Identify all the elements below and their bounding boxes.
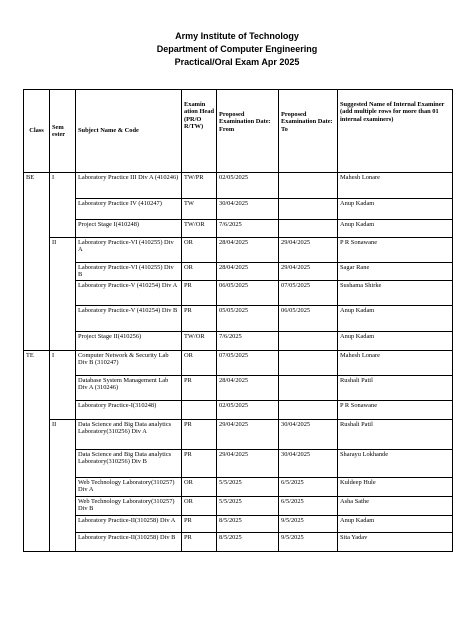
- table-row: [24, 420, 453, 450]
- row-examiner-cell: Anup Kadam: [338, 306, 453, 332]
- exam-title: Practical/Oral Exam Apr 2025: [174, 57, 300, 67]
- table-row: [24, 497, 453, 516]
- row-date-from-cell: 28/04/2025: [217, 263, 279, 281]
- row-date-to-cell: 6/5/2025: [279, 497, 338, 516]
- row-class-cell: [24, 263, 50, 281]
- row-examiner-cell: Sagar Rane: [338, 263, 453, 281]
- row-examiner-cell: Rushali Patil: [338, 376, 453, 401]
- row-class-cell: [24, 306, 50, 332]
- row-class-cell: [24, 281, 50, 306]
- row-subject-cell: Data Science and Big Data analytics Laboratory(310256) Div B: [76, 450, 182, 478]
- row-examiner-cell: Anup Kadam: [338, 516, 453, 533]
- col-header-date-from: Proposed Examination Date: From: [217, 90, 279, 173]
- row-exam-head-cell: [182, 401, 217, 420]
- row-exam-head-cell: PR: [182, 420, 217, 450]
- row-semester-cell: [50, 263, 76, 281]
- institute-title: Army Institute of Technology: [175, 31, 299, 41]
- row-date-from-cell: 7/6/2025: [217, 220, 279, 238]
- row-exam-head-cell: TW/OR: [182, 220, 217, 238]
- table-row: [24, 238, 453, 263]
- row-date-to-cell: [279, 173, 338, 199]
- row-examiner-cell: Rushali Patil: [338, 420, 453, 450]
- row-exam-head-cell: OR: [182, 497, 217, 516]
- row-date-to-cell: 9/5/2025: [279, 533, 338, 552]
- row-examiner-cell: Sushama Shirke: [338, 281, 453, 306]
- row-semester-cell: [50, 281, 76, 306]
- row-date-to-cell: [279, 351, 338, 376]
- row-subject-cell: Laboratory Practice-I(310248): [76, 401, 182, 420]
- row-examiner-cell: P R Sonawane: [338, 238, 453, 263]
- row-semester-cell: [50, 332, 76, 351]
- row-class-cell: [24, 450, 50, 478]
- row-exam-head-cell: PR: [182, 450, 217, 478]
- row-date-from-cell: 8/5/2025: [217, 516, 279, 533]
- row-date-from-cell: 5/5/2025: [217, 478, 279, 497]
- row-class-cell: [24, 332, 50, 351]
- row-exam-head-cell: PR: [182, 533, 217, 552]
- col-header-class: Class: [24, 90, 50, 173]
- table-row: [24, 263, 453, 281]
- row-exam-head-cell: OR: [182, 263, 217, 281]
- row-subject-cell: Laboratory Practice-V (410254) Div A: [76, 281, 182, 306]
- row-examiner-cell: Mahesh Lonare: [338, 173, 453, 199]
- row-class-cell: [24, 533, 50, 552]
- table-row: [24, 220, 453, 238]
- row-date-to-cell: 30/04/2025: [279, 450, 338, 478]
- row-examiner-cell: P R Sonawane: [338, 401, 453, 420]
- row-subject-cell: Project Stage I(410248): [76, 220, 182, 238]
- row-subject-cell: Computer Network & Security Lab Div B (310247): [76, 351, 182, 376]
- row-date-to-cell: [279, 332, 338, 351]
- row-subject-cell: Laboratory Practice-II(310258) Div B: [76, 533, 182, 552]
- table-row: [24, 332, 453, 351]
- row-exam-head-cell: PR: [182, 306, 217, 332]
- row-date-to-cell: 29/04/2025: [279, 263, 338, 281]
- row-exam-head-cell: TW/PR: [182, 173, 217, 199]
- row-class-cell: [24, 238, 50, 263]
- row-examiner-cell: Sharayu Lokhande: [338, 450, 453, 478]
- row-class-cell: [24, 497, 50, 516]
- row-date-from-cell: 5/5/2025: [217, 497, 279, 516]
- row-exam-head-cell: PR: [182, 376, 217, 401]
- department-title: Department of Computer Engineering: [156, 44, 318, 54]
- row-date-from-cell: 02/05/2025: [217, 401, 279, 420]
- row-exam-head-cell: TW/OR: [182, 332, 217, 351]
- exam-schedule-table: [23, 89, 453, 552]
- row-date-from-cell: 05/05/2025: [217, 306, 279, 332]
- row-examiner-cell: Asha Sathe: [338, 497, 453, 516]
- row-date-from-cell: 28/04/2025: [217, 238, 279, 263]
- row-examiner-cell: Anup Kadam: [338, 220, 453, 238]
- row-subject-cell: Web Technology Laboratory(310257) Div A: [76, 478, 182, 497]
- row-class-cell: [24, 478, 50, 497]
- row-exam-head-cell: OR: [182, 238, 217, 263]
- row-class-cell: TE: [24, 351, 50, 376]
- table-row: [24, 351, 453, 376]
- row-date-from-cell: 29/04/2025: [217, 420, 279, 450]
- table-row: [24, 281, 453, 306]
- table-row: [24, 516, 453, 533]
- row-exam-head-cell: OR: [182, 478, 217, 497]
- row-semester-cell: [50, 497, 76, 516]
- row-class-cell: BE: [24, 173, 50, 199]
- row-semester-cell: [50, 450, 76, 478]
- row-semester-cell: II: [50, 238, 76, 263]
- table-row: [24, 450, 453, 478]
- row-examiner-cell: Mahesh Lonare: [338, 351, 453, 376]
- table-row: [24, 173, 453, 199]
- row-semester-cell: [50, 220, 76, 238]
- table-row: [24, 401, 453, 420]
- table-row: [24, 306, 453, 332]
- row-exam-head-cell: PR: [182, 281, 217, 306]
- row-date-from-cell: 30/04/2025: [217, 199, 279, 220]
- row-subject-cell: Laboratory Practice-II(310258) Div A: [76, 516, 182, 533]
- table-row: [24, 533, 453, 552]
- row-date-from-cell: 7/6/2025: [217, 332, 279, 351]
- row-examiner-cell: Kuldeep Hule: [338, 478, 453, 497]
- table-row: [24, 478, 453, 497]
- row-date-to-cell: 9/5/2025: [279, 516, 338, 533]
- table-row: [24, 199, 453, 220]
- row-subject-cell: Data Science and Big Data analytics Laboratory(310256) Div A: [76, 420, 182, 450]
- row-semester-cell: I: [50, 173, 76, 199]
- row-subject-cell: Laboratory Practice-VI (410255) Div B: [76, 263, 182, 281]
- row-semester-cell: [50, 199, 76, 220]
- row-date-to-cell: [279, 220, 338, 238]
- row-examiner-cell: Anup Kadam: [338, 199, 453, 220]
- row-exam-head-cell: PR: [182, 516, 217, 533]
- row-date-from-cell: 8/5/2025: [217, 533, 279, 552]
- row-semester-cell: II: [50, 420, 76, 450]
- row-class-cell: [24, 420, 50, 450]
- table-header-row: [24, 90, 453, 173]
- row-subject-cell: Laboratory Practice-V (410254) Div B: [76, 306, 182, 332]
- row-examiner-cell: Anup Kadam: [338, 332, 453, 351]
- row-date-from-cell: 02/05/2025: [217, 173, 279, 199]
- row-class-cell: [24, 376, 50, 401]
- row-exam-head-cell: OR: [182, 351, 217, 376]
- row-examiner-cell: Sita Yadav: [338, 533, 453, 552]
- row-subject-cell: Laboratory Practice III Div A (410246): [76, 173, 182, 199]
- row-semester-cell: [50, 478, 76, 497]
- row-subject-cell: Web Technology Laboratory(310257) Div B: [76, 497, 182, 516]
- row-date-to-cell: 06/05/2025: [279, 306, 338, 332]
- row-exam-head-cell: TW: [182, 199, 217, 220]
- row-date-to-cell: [279, 199, 338, 220]
- row-subject-cell: Laboratory Practice-VI (410255) Div A: [76, 238, 182, 263]
- row-class-cell: [24, 401, 50, 420]
- row-date-to-cell: [279, 376, 338, 401]
- row-semester-cell: I: [50, 351, 76, 376]
- row-semester-cell: [50, 401, 76, 420]
- row-date-to-cell: 29/04/2025: [279, 238, 338, 263]
- row-date-from-cell: 07/05/2025: [217, 351, 279, 376]
- row-subject-cell: Laboratory Practice IV (410247): [76, 199, 182, 220]
- row-date-from-cell: 29/04/2025: [217, 450, 279, 478]
- row-semester-cell: [50, 533, 76, 552]
- row-semester-cell: [50, 306, 76, 332]
- col-header-date-to: Proposed Examination Date: To: [279, 90, 338, 173]
- row-class-cell: [24, 516, 50, 533]
- row-semester-cell: [50, 516, 76, 533]
- col-header-semester: Sem ester: [50, 90, 76, 173]
- col-header-subject: Subject Name & Code: [76, 90, 182, 173]
- row-date-from-cell: 28/04/2025: [217, 376, 279, 401]
- row-date-to-cell: 07/05/2025: [279, 281, 338, 306]
- row-semester-cell: [50, 376, 76, 401]
- row-class-cell: [24, 199, 50, 220]
- row-subject-cell: Project Stage II(410256): [76, 332, 182, 351]
- row-subject-cell: Database System Management Lab Div A (310246): [76, 376, 182, 401]
- row-date-to-cell: 30/04/2025: [279, 420, 338, 450]
- row-date-to-cell: 6/5/2025: [279, 478, 338, 497]
- row-class-cell: [24, 220, 50, 238]
- row-date-from-cell: 06/05/2025: [217, 281, 279, 306]
- col-header-examiner: Suggested Name of Internal Examiner (add multiple rows for more than 01 internal examiners): [338, 90, 453, 173]
- table-row: [24, 376, 453, 401]
- col-header-exam-head: Examin ation Head (PR/O R/TW): [182, 90, 217, 173]
- row-date-to-cell: [279, 401, 338, 420]
